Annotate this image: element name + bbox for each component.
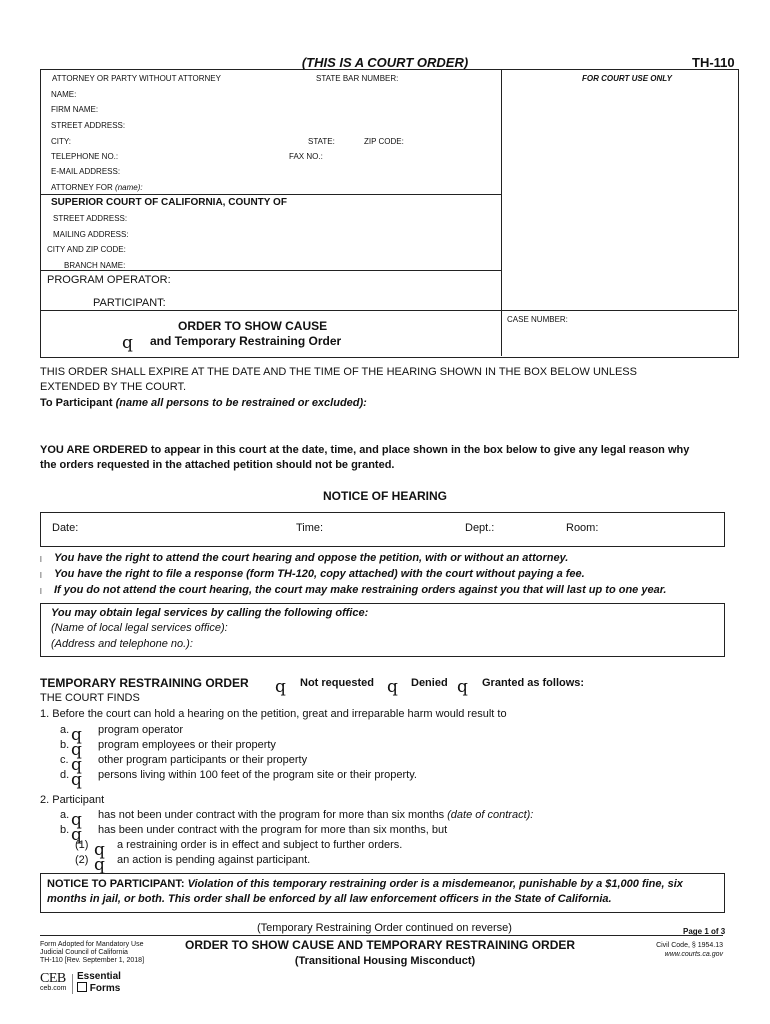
item2b2-num: (2): [75, 854, 89, 866]
street-label: STREET ADDRESS:: [51, 121, 126, 130]
item2b-letter: b.: [60, 824, 70, 836]
hearing-date-label: Date:: [52, 522, 79, 534]
item2b2-checkbox[interactable]: q: [94, 855, 105, 875]
ceb-logo: [40, 972, 66, 993]
item2b-text: has been under contract with the program for more than six months, but: [98, 824, 448, 836]
email-label: E-MAIL ADDRESS:: [51, 167, 121, 176]
court-street-label: STREET ADDRESS:: [53, 214, 128, 223]
form-number: TH-110: [692, 55, 735, 70]
legal-services-line3: (Address and telephone no.):: [51, 638, 193, 650]
bullet-icon: l: [40, 587, 42, 596]
parties-title-divider: [40, 310, 737, 311]
item1-sub-checkbox[interactable]: q: [71, 770, 82, 790]
tro-not-requested-label: Not requested: [300, 677, 374, 689]
court-branch-label: BRANCH NAME:: [64, 261, 126, 270]
case-number-label: CASE NUMBER:: [507, 315, 568, 324]
civil-code: Civil Code, § 1954.13: [656, 942, 723, 949]
item1-sub-letter: b.: [60, 739, 70, 751]
fax-label: FAX NO.:: [289, 152, 323, 161]
item1-sub-letter: d.: [60, 769, 70, 781]
page-number: Page 1 of 3: [683, 927, 726, 936]
attorney-for-label: [51, 183, 143, 192]
item2a-letter: a.: [60, 809, 70, 821]
tro-title: TEMPORARY RESTRAINING ORDER: [40, 676, 249, 690]
bullet-icon: l: [40, 555, 42, 564]
right-item-3: If you do not attend the court hearing, the court may make restraining orders against you that will last up to one year.: [54, 584, 667, 596]
legal-services-line1: You may obtain legal services by calling the following office:: [51, 607, 369, 619]
item2b1-num: (1): [75, 839, 89, 851]
court-mailing-label: MAILING ADDRESS:: [53, 230, 129, 239]
bullet-icon: l: [40, 571, 42, 580]
hearing-box: [40, 512, 725, 547]
court-city-zip-label: CITY AND ZIP CODE:: [47, 245, 126, 254]
right-item-2: You have the right to file a response (form TH-120, copy attached) with the court without paying a fee.: [54, 568, 585, 580]
to-participant-hint: (name all persons to be restrained or excluded):: [115, 397, 367, 409]
telephone-label: TELEPHONE NO.:: [51, 152, 119, 161]
item2b1-checkbox[interactable]: q: [94, 840, 105, 860]
hearing-title: NOTICE OF HEARING: [322, 489, 447, 503]
item2a-checkbox[interactable]: q: [71, 810, 82, 830]
item1-sub-letter: a.: [60, 724, 70, 736]
adopted-line1: Form Adopted for Mandatory Use: [40, 941, 144, 948]
court-use-label: FOR COURT USE ONLY: [582, 74, 672, 83]
program-operator-label: PROGRAM OPERATOR:: [47, 274, 171, 286]
notice-line2: months in jail, or both. This order shall be enforced by all law enforcement officers in the State of California.: [47, 893, 612, 905]
hearing-time-label: Time:: [296, 522, 324, 534]
expire-line2: EXTENDED BY THE COURT.: [40, 381, 187, 393]
adopted-line2: Judicial Council of California: [40, 949, 128, 956]
caption-frame: [40, 69, 739, 358]
court-title: SUPERIOR COURT OF CALIFORNIA, COUNTY OF: [51, 197, 287, 208]
ordered-line1-rest: to appear in this court at the date, time, and place shown in the box below to give any legal reason why: [150, 444, 690, 456]
state-bar-label: STATE BAR NUMBER:: [316, 74, 399, 83]
court-website[interactable]: www.courts.ca.gov: [664, 951, 723, 958]
order-tro-checkbox[interactable]: q: [122, 333, 133, 353]
item1-sub-text: other program participants or their property: [98, 754, 308, 766]
attorney-court-divider: [40, 194, 501, 195]
item2a-hint: (date of contract):: [447, 809, 534, 821]
court-order-banner: (THIS IS A COURT ORDER): [301, 55, 469, 70]
tro-item1: 1. Before the court can hold a hearing on the petition, great and irreparable harm would result to: [40, 708, 507, 720]
court-use-divider: [501, 69, 502, 356]
notice-line1-rest: Violation of this temporary restraining order is a misdemeanor, punishable by a $1,000 fine, six: [187, 878, 683, 890]
tro-item2: 2. Participant: [40, 794, 105, 806]
item1-sub-text: program operator: [98, 724, 183, 736]
essential-forms-logo: [77, 971, 121, 994]
hearing-room-label: Room:: [566, 522, 599, 534]
notice-line1: [47, 878, 683, 890]
court-finds: THE COURT FINDS: [40, 692, 140, 704]
item1-sub-checkbox[interactable]: q: [71, 755, 82, 775]
item1-sub-text: persons living within 100 feet of the program site or their property.: [98, 769, 417, 781]
continued-note: (Temporary Restraining Order continued on reverse): [257, 922, 512, 934]
item2b-checkbox[interactable]: q: [71, 825, 82, 845]
item1-sub-checkbox[interactable]: q: [71, 740, 82, 760]
footer-title1: ORDER TO SHOW CAUSE AND TEMPORARY RESTRAINING ORDER: [185, 938, 576, 952]
tro-granted-label: Granted as follows:: [482, 677, 585, 689]
ordered-line2: the orders requested in the attached petition should not be granted.: [40, 459, 395, 471]
logo-divider: [72, 974, 73, 994]
forms-square-icon: [77, 982, 87, 992]
forms-text: [77, 982, 121, 994]
item2b2-text: an action is pending against participant.: [117, 854, 311, 866]
zip-label: ZIP CODE:: [364, 137, 404, 146]
ordered-line1: [40, 444, 689, 456]
court-parties-divider: [40, 270, 501, 271]
essential-text: Essential: [77, 971, 121, 982]
attorney-for-text: ATTORNEY FOR: [51, 183, 113, 192]
legal-services-line2: (Name of local legal services office):: [51, 622, 228, 634]
item1-sub-letter: c.: [60, 754, 69, 766]
footer-rule: [40, 935, 723, 936]
item2a-text: has not been under contract with the program for more than six months: [98, 809, 445, 821]
tro-not-requested-checkbox[interactable]: q: [275, 677, 286, 697]
to-participant: [40, 397, 367, 409]
order-title-line2: and Temporary Restraining Order: [150, 334, 342, 348]
hearing-dept-label: Dept.:: [465, 522, 495, 534]
attorney-label: ATTORNEY OR PARTY WITHOUT ATTORNEY: [52, 74, 221, 83]
attorney-for-hint: (name):: [115, 183, 143, 192]
item2a: [98, 809, 533, 821]
item2b1-text: a restraining order is in effect and subject to further orders.: [117, 839, 403, 851]
ceb-url: ceb.com: [40, 985, 67, 992]
right-item-1: You have the right to attend the court hearing and oppose the petition, with or without an attorney.: [54, 552, 569, 564]
ceb-logo-text: CEB: [40, 971, 66, 986]
to-participant-label: To Participant: [40, 397, 113, 409]
participant-label: PARTICIPANT:: [93, 297, 166, 309]
firm-label: FIRM NAME:: [51, 105, 99, 114]
order-title-line1: ORDER TO SHOW CAUSE: [178, 319, 328, 333]
tro-granted-checkbox[interactable]: q: [457, 677, 468, 697]
code-block: [610, 941, 723, 959]
adopted-line3: TH-110 [Rev. September 1, 2018]: [40, 957, 145, 964]
item1-sub-text: program employees or their property: [98, 739, 276, 751]
expire-line1: THIS ORDER SHALL EXPIRE AT THE DATE AND THE TIME OF THE HEARING SHOWN IN THE BOX BELOW UNLESS: [40, 366, 637, 378]
tro-denied-checkbox[interactable]: q: [387, 677, 398, 697]
city-label: CITY:: [51, 137, 72, 146]
ordered-lead: YOU ARE ORDERED: [40, 444, 148, 456]
state-label: STATE:: [308, 137, 335, 146]
item1-sub-checkbox[interactable]: q: [71, 725, 82, 745]
tro-denied-label: Denied: [411, 677, 448, 689]
footer-title2: (Transitional Housing Misconduct): [294, 955, 476, 967]
notice-lead: NOTICE TO PARTICIPANT:: [47, 878, 185, 890]
name-label: NAME:: [51, 90, 77, 99]
forms-word: Forms: [89, 983, 121, 994]
